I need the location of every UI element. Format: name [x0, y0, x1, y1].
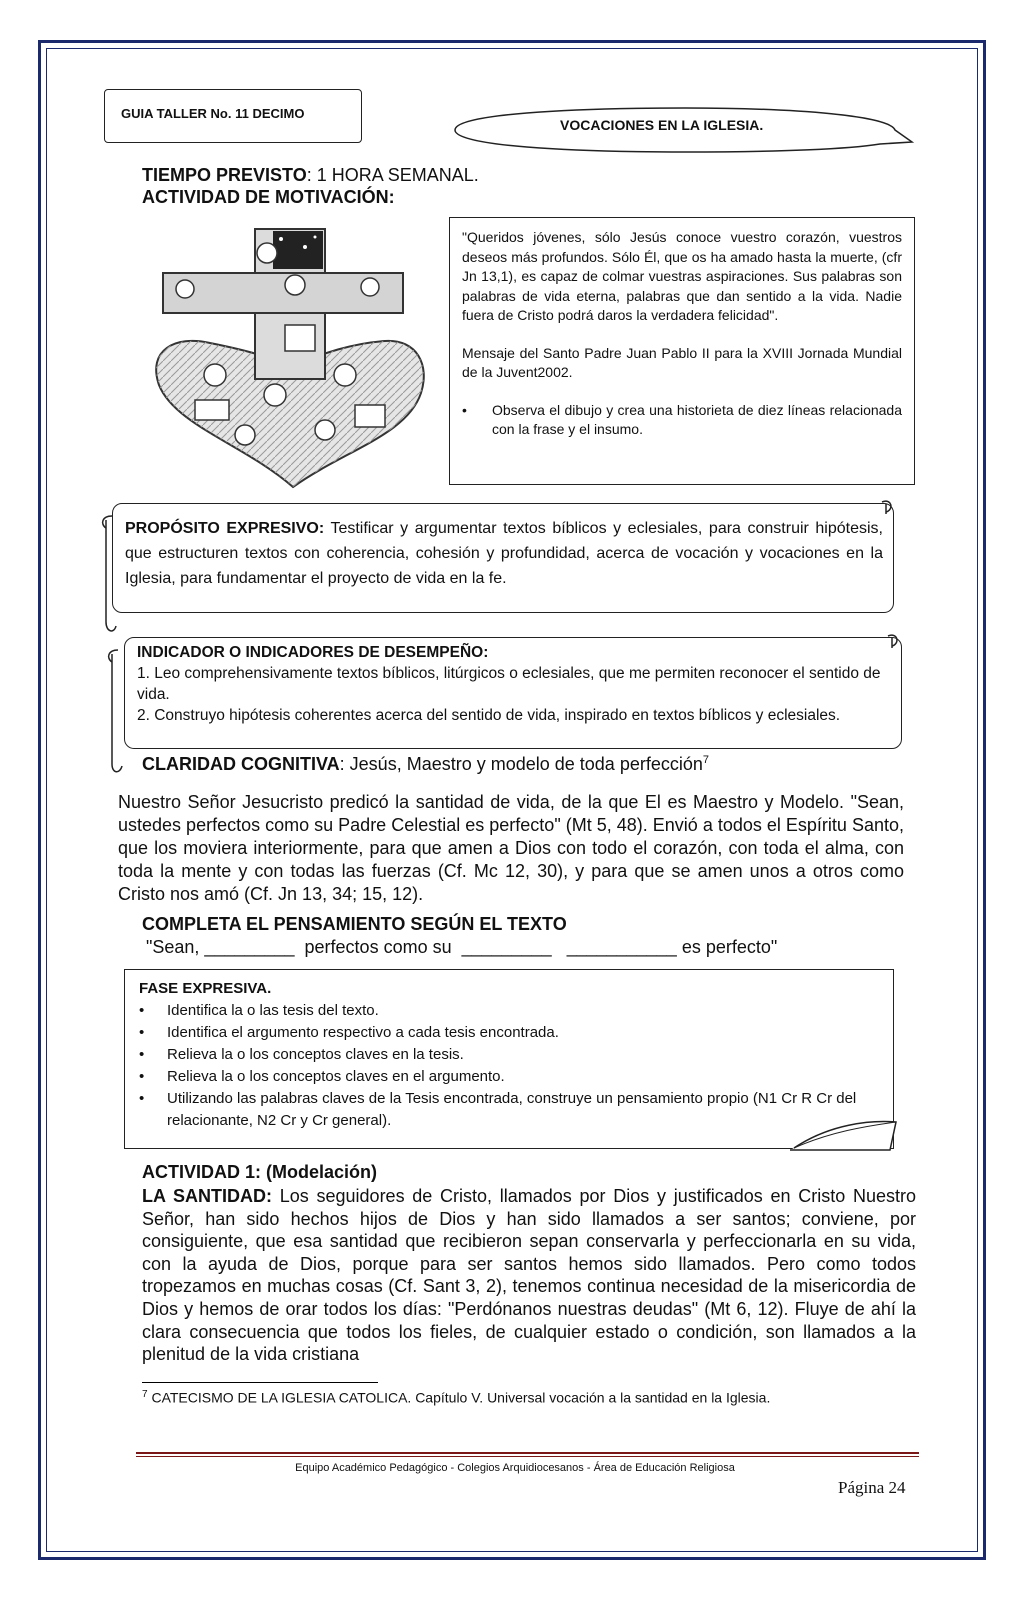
guide-title: GUIA TALLER No. 11 DECIMO	[121, 106, 305, 121]
time-line	[142, 165, 479, 186]
expressive-item: • Identifica la o las tesis del texto.	[139, 1000, 883, 1022]
expressive-item: • Relieva la o los conceptos claves en el argumento.	[139, 1066, 883, 1088]
purpose-text: Testificar y argumentar textos bíblicos y eclesiales, para construir hipótesis, que estructuren textos con coherencia, cohesión y profundidad, acerca de vocación y vocaciones en la Iglesia, para fundamentar el proyecto de vida en la fe.	[125, 520, 884, 587]
cognitive-label: CLARIDAD COGNITIVA	[142, 754, 340, 774]
time-value: : 1 HORA SEMANAL.	[306, 165, 479, 185]
footnote-separator	[142, 1382, 378, 1383]
cognitive-text: : Jesús, Maestro y modelo de toda perfección	[339, 754, 703, 774]
activity1-paragraph	[142, 1185, 916, 1366]
purpose-label: PROPÓSITO EXPRESIVO:	[125, 520, 325, 537]
footnote-ref: 7	[702, 754, 709, 766]
purpose-scroll	[112, 503, 894, 613]
page-curl-decoration	[790, 1118, 898, 1152]
quote-source: Mensaje del Santo Padre Juan Pablo II para la XVIII Jornada Mundial de la Juvent2002.	[462, 344, 902, 380]
footer-rule	[136, 1452, 919, 1454]
footer-text: Equipo Académico Pedagógico - Colegios Arquidiocesanos - Área de Educación Religiosa	[295, 1462, 735, 1474]
expressive-box	[124, 969, 894, 1149]
time-label: TIEMPO PREVISTO	[142, 165, 307, 185]
expressive-item: • Identifica el argumento respectivo a cada tesis encontrada.	[139, 1022, 883, 1044]
indicators-title: INDICADOR O INDICADORES DE DESEMPEÑO:	[137, 644, 489, 661]
footnote-text: CATECISMO DE LA IGLESIA CATOLICA. Capítulo V. Universal vocación a la santidad en la Iglesia.	[147, 1389, 771, 1406]
indicator-item: 2. Construyo hipótesis coherentes acerca del sentido de vida, inspirado en textos bíblicos y eclesiales.	[137, 707, 841, 724]
quote-instruction: • Observa el dibujo y crea una historieta de diez líneas relacionada con la frase y el insumo.	[462, 401, 902, 440]
footnote-number: 7	[142, 1389, 148, 1400]
complete-title: COMPLETA EL PENSAMIENTO SEGÚN EL TEXTO	[142, 914, 567, 934]
complete-sentence: "Sean, _________ perfectos como su _________ ___________ es perfecto"	[146, 937, 778, 957]
footnote	[142, 1389, 770, 1406]
quote-box	[449, 217, 915, 485]
expressive-title: FASE EXPRESIVA.	[139, 980, 272, 997]
activity1-text: Los seguidores de Cristo, llamados por Dios y justificados en Cristo Nuestro Señor, han sido hechos hijos de Dios y han sido llamados a ser santos; conviene, por consiguiente, que esa santidad que recibieron sepan conservarla y perfeccionarla en su vida, con la ayuda de Dios, porque para ser santos hemos sido llamados. Pero como todos tropezamos en muchas cosas (Cf. Sant 3, 2), tenemos continua necesidad de la misericordia de Dios y hemos de orar todos los días: "Perdónanos nuestras deudas" (Mt 6, 12). Fluye de ahí la clara consecuencia que todos los fieles, de cualquier estado o condición, son llamados a la plenitud de la vida cristiana	[142, 1186, 916, 1365]
topic-title: VOCACIONES EN LA IGLESIA.	[560, 117, 764, 133]
expressive-item: • Relieva la o los conceptos claves en la tesis.	[139, 1044, 883, 1066]
motivation-title: ACTIVIDAD DE MOTIVACIÓN:	[142, 187, 395, 207]
page-number: Página 24	[838, 1478, 906, 1497]
activity1-label: LA SANTIDAD:	[142, 1186, 273, 1206]
indicators-scroll	[124, 637, 902, 749]
expressive-item: • Utilizando las palabras claves de la Tesis encontrada, construye un pensamiento propio (N1 Cr R Cr del relacionante, N2 Cr y Cr general).	[139, 1088, 883, 1132]
cognitive-paragraph: Nuestro Señor Jesucristo predicó la santidad de vida, de la que El es Maestro y Modelo. "Sean, ustedes perfectos como su Padre Celestial es perfecto" (Mt 5, 48). Envió a todos el Espíritu Santo, que los moviera interiormente, para que amen a Dios con todo el corazón, con toda el alma, con toda la mente y con todas las fuerzas (Cf. Mc 12, 30), y para que se amen unos a otros como Cristo nos amó (Cf. Jn 13, 34; 15, 12).	[118, 792, 904, 904]
activity1-title: ACTIVIDAD 1: (Modelación)	[142, 1162, 378, 1182]
indicator-item: 1. Leo comprehensivamente textos bíblicos, litúrgicos o eclesiales, que me permiten reconocer el sentido de vida.	[137, 665, 881, 703]
footer-rule-thin	[136, 1456, 919, 1457]
cognitive-heading	[142, 754, 709, 775]
heart-cross-illustration	[155, 225, 430, 490]
quote-text: "Queridos jóvenes, sólo Jesús conoce vuestro corazón, vuestros deseos más profundos. Sólo Él, que os ha amado hasta la muerte, (cfr Jn 13,1), es capaz de colmar vuestras aspiraciones. Sus palabras son palabras de vida eterna, palabras que dan sentido a la vida. Nadie fuera de Cristo podrá daros la verdadera felicidad".	[462, 229, 902, 323]
guide-title-banner	[104, 89, 362, 143]
